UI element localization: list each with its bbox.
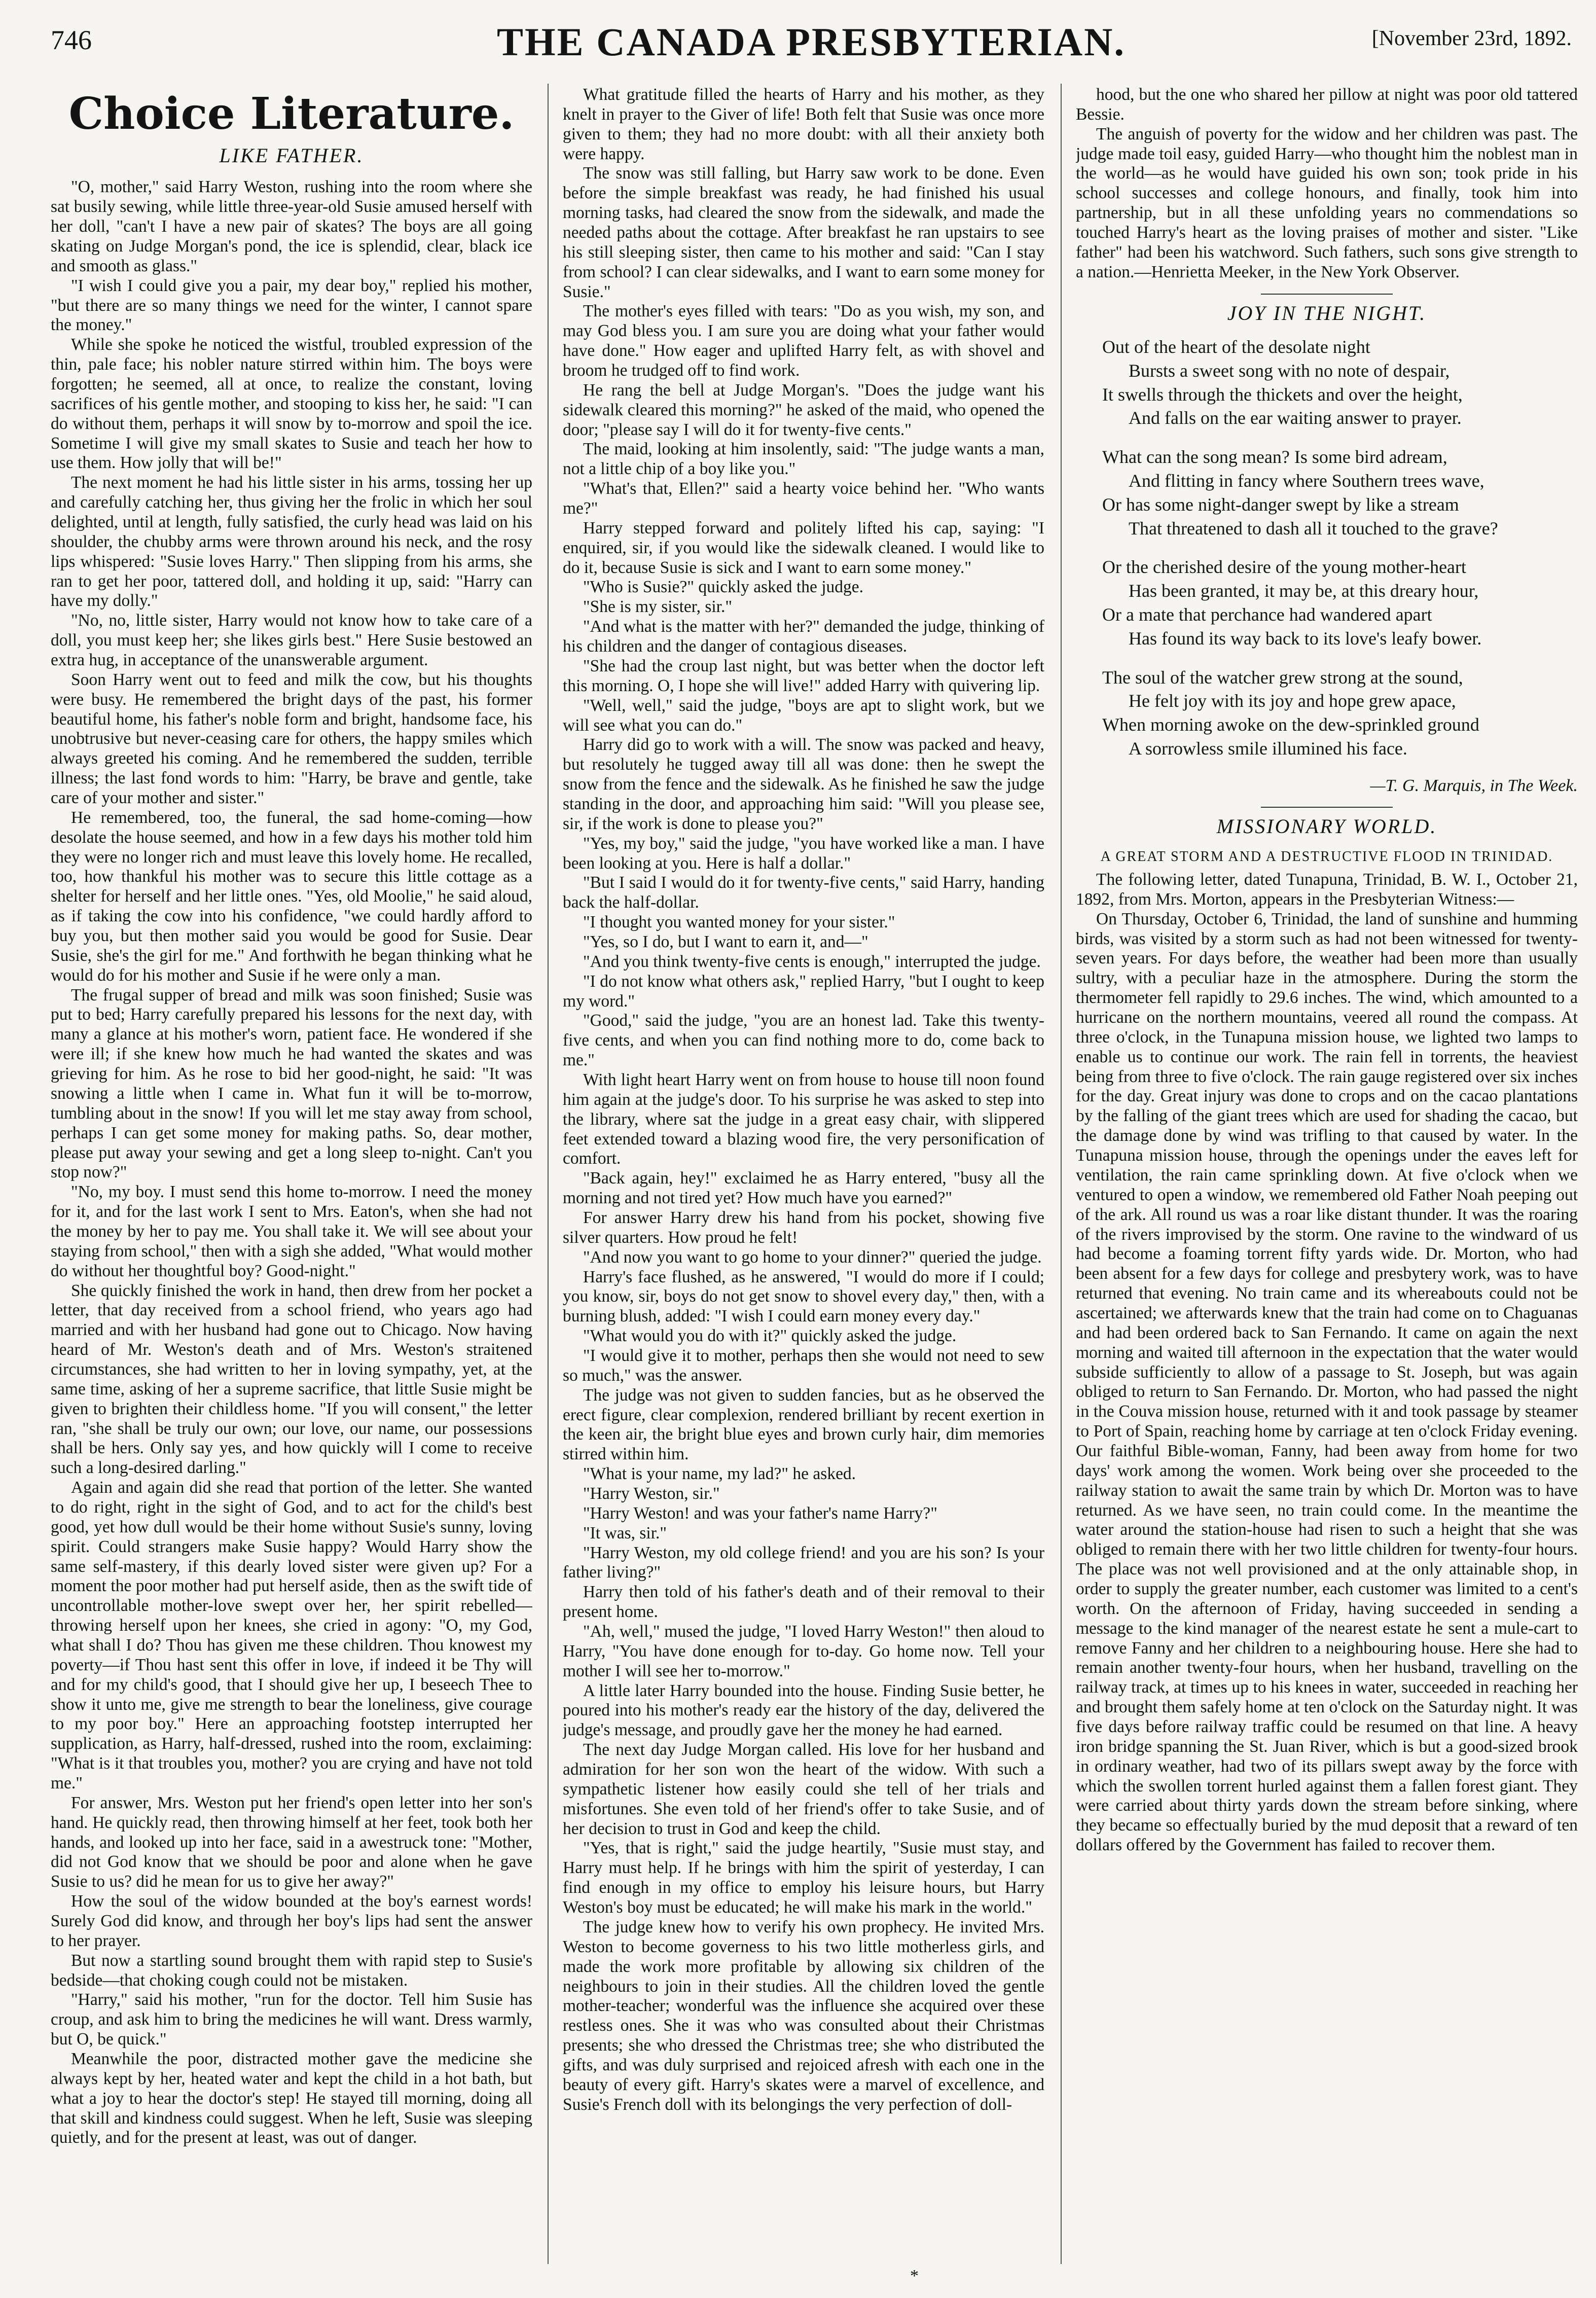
poem-stanza	[1102, 445, 1578, 540]
paragraph: What gratitude filled the hearts of Harry and his mother, as they knelt in prayer to the Giver of life! Both felt that Susie was once more given to them; they had no more doubt: with all their anxiety both were happy.	[563, 85, 1044, 163]
paragraph: But now a startling sound brought them with rapid step to Susie's bedside—that choking cough could not be mistaken.	[51, 1951, 532, 1990]
story-conclusion	[1076, 85, 1578, 282]
paragraph: "No, no, little sister, Harry would not know how to take care of a doll, you must keep her; she likes girls best." Here Susie bestowed an extra hug, in acceptance of the unanswerable argument.	[51, 611, 532, 670]
paragraph: "No, my boy. I must send this home to-morrow. I need the money for it, and for the last work I sent to Mrs. Eaton's, when she had not the money by her to pay me. You shall take it. We will see about your staying from school," then with a sigh she added, "What would mother do without her thoughtful boy? Good-night."	[51, 1182, 532, 1280]
paragraph: "What is your name, my lad?" he asked.	[583, 1464, 856, 1484]
story-body	[51, 177, 532, 2148]
paragraph: The frugal supper of bread and milk was soon finished; Susie was put to bed; Harry carefully prepared his lessons for the next day, with many a glance at his mother's worn, patient face. He wondered if she were ill; if she knew how much he had wanted the skates and was grieving for him. As he rose to bid her good-night, he said: "It was snowing a little when I came in. What fun it will be to-morrow, tumbling about in the snow! If you will let me stay away from school, perhaps I can get some money for making paths. So, dear mother, please put away your sewing and get a long sleep to-night. Can't you stop now?"	[51, 985, 532, 1182]
paragraph: Harry did go to work with a will. The snow was packed and heavy, but resolutely he tugged away till all was done: then he swept the snow from the fence and the sidewalk. As he finished he saw the judge standing in the door, and approaching him said: "Will you please see, sir, if the work is done to please you?"	[563, 735, 1044, 833]
poem	[1102, 335, 1578, 761]
poem-line: Or a mate that perchance had wandered apart	[1102, 604, 1432, 625]
poem-title: JOY IN THE NIGHT.	[1227, 301, 1427, 325]
poem-line: Has been granted, it may be, at this dreary hour,	[1129, 581, 1479, 601]
paragraph: "Who is Susie?" quickly asked the judge.	[583, 578, 864, 597]
poem-stanza	[1102, 666, 1578, 761]
paragraph: The next day Judge Morgan called. His love for her husband and admiration for her son won the heart of the widow. With such a sympathetic listener how easily could she tell of her trials and misfortunes. She even told of her friend's offer to take Susie, and of her decision to trust in God and keep the child.	[563, 1740, 1044, 1838]
paragraph: "Well, well," said the judge, "boys are apt to slight work, but we will see what you can do."	[563, 696, 1044, 735]
poem-line: Or the cherished desire of the young mother-heart	[1102, 557, 1467, 578]
poem-line: It swells through the thickets and over the height,	[1102, 384, 1463, 405]
running-head	[51, 19, 1572, 70]
paragraph: He rang the bell at Judge Morgan's. "Does the judge want his sidewalk cleared this morning?" he asked of the maid, who opened the door; "please say I will do it for twenty-five cents."	[563, 380, 1044, 439]
missionary-article-body	[1076, 870, 1578, 1855]
paragraph: Harry stepped forward and politely lifted his cap, saying: "I enquired, sir, if you would like the sidewalk cleaned. I would like to do it, because Susie is sick and I want to earn some money."	[563, 518, 1044, 577]
poem-line: The soul of the watcher grew strong at the sound,	[1102, 667, 1463, 688]
paragraph: "Harry," said his mother, "run for the doctor. Tell him Susie has croup, and ask him to bring the medicines he will want. Dress warmly, but O, be quick."	[51, 1990, 532, 2049]
paragraph: "She is my sister, sir."	[583, 597, 733, 617]
column-2	[563, 85, 1044, 2255]
column-rule	[1061, 84, 1062, 2264]
paragraph: "Good," said the judge, "you are an honest lad. Take this twenty-five cents, and when you can find nothing more to do, come back to me."	[563, 1011, 1044, 1070]
paragraph: The judge was not given to sudden fancies, but as he observed the erect figure, clear complexion, rendered brilliant by recent exertion in the keen air, the bright blue eyes and brown curly hair, dim memories stirred within him.	[563, 1385, 1044, 1464]
paragraph: "What's that, Ellen?" said a hearty voice behind her. "Who wants me?"	[563, 479, 1044, 518]
paragraph: Harry then told of his father's death and of their removal to their present home.	[563, 1583, 1044, 1622]
paragraph: "But I said I would do it for twenty-five cents," said Harry, handing back the half-dollar.	[563, 873, 1044, 912]
page-number: 746	[51, 25, 92, 55]
paragraph: The snow was still falling, but Harry saw work to be done. Even before the simple breakfast was ready, he had finished his usual morning tasks, had cleared the snow from the sidewalk, and made the needed paths about the cottage. After breakfast he ran upstairs to see his still sleeping sister, then came to his mother and said: "Can I stay from school? I can clear sidewalks, and I want to earn some money for Susie."	[563, 164, 1044, 301]
poem-attribution: —T. G. Marquis, in The Week.	[1370, 776, 1578, 795]
poem-stanza	[1102, 335, 1578, 430]
paragraph: "Harry Weston, my old college friend! and you are his son? Is your father living?"	[563, 1543, 1044, 1582]
story-continuation	[563, 85, 1044, 2115]
column-rule	[548, 84, 549, 2264]
poem-line: What can the song mean? Is some bird adream,	[1102, 447, 1447, 468]
divider	[1261, 294, 1393, 295]
story-title: LIKE FATHER.	[219, 144, 364, 167]
missionary-section-title: MISSIONARY WORLD.	[1216, 815, 1437, 838]
poem-line: Bursts a sweet song with no note of despair,	[1129, 360, 1450, 381]
poem-line: When morning awoke on the dew-sprinkled ground	[1102, 714, 1479, 735]
article-subheading: A GREAT STORM AND A DESTRUCTIVE FLOOD IN TRINIDAD.	[1100, 848, 1553, 865]
paragraph: The mother's eyes filled with tears: "Do as you wish, my son, and may God bless you. I am sure you are doing what your father would have done." How eager and uplifted Harry felt, as with shovel and broom he trudged off to find work.	[563, 302, 1044, 380]
newspaper-title: THE CANADA PRESBYTERIAN.	[496, 20, 1126, 64]
paragraph: "I wish I could give you a pair, my dear boy," replied his mother, "but there are so many things we need for the winter, I cannot spare the money."	[51, 276, 532, 335]
column-3	[1076, 85, 1578, 2255]
paragraph: "I thought you wanted money for your sister."	[583, 913, 895, 932]
poem-line: And falls on the ear waiting answer to prayer.	[1129, 408, 1462, 428]
paragraph: The maid, looking at him insolently, said: "The judge wants a man, not a little chip of a boy like you."	[563, 440, 1044, 479]
paragraph: "Back again, hey!" exclaimed he as Harry entered, "busy all the morning and not tired yet? How much have you earned?"	[563, 1169, 1044, 1208]
paragraph: "Harry Weston! and was your father's name Harry?"	[583, 1503, 937, 1523]
paragraph: Harry's face flushed, as he answered, "I would do more if I could; you know, sir, boys do not get snow to shovel every day," then, with a burning blush, added: "I wish I could earn money every day."	[563, 1267, 1044, 1326]
poem-stanza	[1102, 555, 1578, 650]
paragraph: The judge knew how to verify his own prophecy. He invited Mrs. Weston to become governess to his two little motherless girls, and made the work more profitable by allowing six children of the neighbours to join in their studies. All the children loved the gentle mother-teacher; wonderful was the influence she acquired over these restless ones. She it was who was consulted about their Christmas presents; she who dressed the Christmas tree; she who distributed the gifts, and was duly surprised and rejoiced afresh with each one in the beauty of every gift. Harry's skates were a marvel of excellence, and Susie's French doll with its belongings the very perfection of doll-	[563, 1917, 1044, 2114]
paragraph: The anguish of poverty for the widow and her children was past. The judge made toil easy, guided Harry—who thought him the noblest man in the world—as he would have guided his own son; took pride in his school successes and college honours, and finally, took him into partnership, but in all these unfolding years no commendations so touched Harry's heart as the loving praises of mother and sister. "Like father" had been his watchword. Such fathers, such sons give strength to a nation.—Henrietta Meeker, in the New York Observer.	[1076, 124, 1578, 281]
paragraph: She quickly finished the work in hand, then drew from her pocket a letter, that day received from a school friend, who years ago had married and with her husband had gone out to Chicago. Now having heard of Mr. Weston's death and of Mrs. Weston's straitened circumstances, she had written to her in loving sympathy, yet, at the same time, asking of her a supreme sacrifice, that little Susie might be given to brighten their childless home. "If you will consent," the letter ran, "she shall be truly our own; our love, our name, our possessions shall be hers. Only say yes, and how quickly will I come to receive such a long-desired darling."	[51, 1281, 532, 1478]
paragraph: "And what is the matter with her?" demanded the judge, thinking of his children and the danger of contagious diseases.	[563, 617, 1044, 656]
page-mark: *	[910, 2267, 919, 2285]
paragraph: "Yes, that is right," said the judge heartily, "Susie must stay, and Harry must help. If he brings with him the spirit of yesterday, I can find enough in my office to employ his leisure hours, but Harry Weston's boy must be educated; he will make his mark in the world."	[563, 1839, 1044, 1917]
poem-line: Has found its way back to its love's leafy bower.	[1129, 628, 1482, 649]
paragraph: How the soul of the widow bounded at the boy's earnest words! Surely God did know, and through her boy's lips had sent the answer to her prayer.	[51, 1892, 532, 1950]
paragraph: For answer Harry drew his hand from his pocket, showing five silver quarters. How proud he felt!	[563, 1208, 1044, 1247]
paragraph: "Harry Weston, sir."	[583, 1484, 720, 1503]
paragraph: "Yes, my boy," said the judge, "you have worked like a man. I have been looking at you. Here is half a dollar."	[563, 834, 1044, 873]
paragraph: With light heart Harry went on from house to house till noon found him again at the judge's door. To his surprise he was asked to step into the library, where sat the judge in a great easy chair, with slippered feet extended toward a blazing wood fire, the very personification of comfort.	[563, 1070, 1044, 1168]
poem-line: Or has some night-danger swept by like a stream	[1102, 494, 1459, 515]
paragraph: "I do not know what others ask," replied Harry, "but I ought to keep my word."	[563, 972, 1044, 1011]
paragraph: He remembered, too, the funeral, the sad home-coming—how desolate the house seemed, and how in a few days his mother told him they were no longer rich and must leave this lovely home. He recalled, too, how thankful his mother was to secure this little cottage as a shelter for herself and her little ones. "Yes, old Moolie," he said aloud, as if taking the cow into his confidence, "we could hardly afford to buy you, but then mother said you would be good for Susie. Dear Susie, she's the girl for me." And forthwith he began thinking what he would do for his mother and Susie if he were only a man.	[51, 808, 532, 985]
paragraph: While she spoke he noticed the wistful, troubled expression of the thin, pale face; his nobler nature stirred within him. The boys were forgotten; he seemed, all at once, to realize the constant, loving sacrifices of his gentle mother, and stooping to kiss her, he said: "I can do without them, perhaps it will snow by to-morrow and spoil the ice. Sometime I will give my small skates to Susie and teach her how to use them. How jolly that will be!"	[51, 335, 532, 473]
paragraph: "Yes, so I do, but I want to earn it, and—"	[583, 932, 868, 951]
paragraph: "I would give it to mother, perhaps then she would not need to sew so much," was the answer.	[563, 1346, 1044, 1385]
paragraph: "And now you want to go home to your dinner?" queried the judge.	[583, 1247, 1042, 1267]
column-1	[51, 85, 532, 2245]
issue-date: [November 23rd, 1892.	[1371, 27, 1572, 50]
paragraph: The following letter, dated Tunapuna, Trinidad, B. W. I., October 21, 1892, from Mrs. Morton, appears in the Presbyterian Witness:—	[1076, 870, 1578, 909]
poem-line: That threatened to dash all it touched to the grave?	[1129, 518, 1498, 538]
section-title: Choice Literature.	[68, 88, 515, 139]
paragraph: "O, mother," said Harry Weston, rushing into the room where she sat busily sewing, while little three-year-old Susie amused herself with her doll, "can't I have a new pair of skates? The boys are all going skating on Judge Morgan's pond, the ice is splendid, clear, black ice and smooth as glass."	[51, 177, 532, 275]
paragraph: "It was, sir."	[583, 1523, 667, 1542]
paragraph: "Ah, well," mused the judge, "I loved Harry Weston!" then aloud to Harry, "You have done enough for to-day. Go home now. Tell your mother I will see her to-morrow."	[563, 1622, 1044, 1680]
poem-line: He felt joy with its joy and hope grew apace,	[1129, 691, 1456, 711]
paragraph: A little later Harry bounded into the house. Finding Susie better, he poured into his mother's ready ear the history of the day, delivered the judge's message, and proudly gave her the money he had earned.	[563, 1681, 1044, 1740]
paragraph: Meanwhile the poor, distracted mother gave the medicine she always kept by her, heated water and kept the child in a hot bath, but what a joy to hear the doctor's step! He stayed till morning, doing all that skill and kindness could suggest. When he left, Susie was sleeping quietly, and for the present at least, was out of danger.	[51, 2050, 532, 2147]
divider	[1261, 807, 1393, 808]
poem-line: A sorrowless smile illumined his face.	[1129, 738, 1407, 759]
paragraph: On Thursday, October 6, Trinidad, the land of sunshine and humming birds, was visited by a storm such as had not been witnessed for twenty-seven years. For days before, the weather had been more than usually sultry, with a peculiar haze in the atmosphere. During the storm the thermometer fell rapidly to 29.6 inches. The wind, which amounted to a hurricane on the northern mountains, veered all round the compass. At three o'clock, in the Tunapuna mission house, we lighted two lamps to enable us to continue our work. The rain fell in torrents, the heaviest being from three to five o'clock. The rain gauge registered over six inches for the day. Great injury was done to crops and on the cacao plantations by the falling of the giant trees which are used for shading the cacao, but the damage done by wind was trifling to that caused by water. In the Tunapuna mission house, through the openings under the eaves left for ventilation, the rain came sprinkling down. At five o'clock when we ventured to open a window, we remembered old Father Noah peeping out of the ark. All round us was a roar like distant thunder. It was the roaring of the rivers improvised by the storm. One ravine to the windward of us had become a foaming torrent fifty yards wide. Dr. Morton, who had been absent for a few days for college and presbytery work, was to have returned that evening. No train came and its whereabouts could not be ascertained; we afterwards knew that the train had come on to Chaguanas and had been ordered back to San Fernando. It came on again the next morning and waited till afternoon in the expectation that the water would subside sufficiently to allow of a passage to St. Joseph, but was again obliged to return to San Fernando. Dr. Morton, who had passed the night in the Couva mission house, returned with it and took passage by steamer to Port of Spain, reaching home by carriage at ten o'clock Friday evening. Our faithful Bible-woman, Fanny, had been away from home for two days' work among the women. Work being over she proceeded to the railway station to await the same train by which Dr. Morton was to have returned. As we have seen, no train could come. In the meantime the water around the station-house had risen to such a height that she was obliged to remain there with her two little children for twenty-four hours. The place was not well provisioned and at the only attainable shop, in order to supply the greater number, each customer was limited to a cent's worth. On the afternoon of Friday, having succeeded in sending a message to the kind manager of the nearest estate he sent a mule-cart to remove Fanny and her children to a neighbouring house. Here she had to remain another twenty-four hours, when her husband, travelling on the railway track, at times up to his knees in water, succeeded in reaching her and brought them safely home at ten o'clock on the Saturday night. It was five days before railway traffic could be resumed on that line. A heavy iron bridge spanning the St. Juan River, which is but a good-sized brook in ordinary weather, had two of its pillars swept away by the force with which the swollen torrent hurled against them a fallen forest giant. They were carried about thirty yards down the stream before sinking, where they became so effectually buried by the mud deposit that a reward of ten dollars offered by the Government has failed to recover them.	[1076, 909, 1578, 1855]
paragraph: The next moment he had his little sister in his arms, tossing her up and carefully catching her, thus giving her the frolic in which her soul delighted, until at length, fully satisfied, the curly head was laid on his shoulder, the chubby arms were thrown around his neck, and the rosy lips whispered: "Susie loves Harry." Then slipping from his arms, she ran to get her poor, tattered doll, and holding it up, said: "Harry can have my dolly."	[51, 473, 532, 611]
paragraph: For answer, Mrs. Weston put her friend's open letter into her son's hand. He quickly read, then throwing himself at her feet, took both her hands, and looked up into her face, said in a awestruck tone: "Mother, did not God know that we should be poor and alone when he gave Susie to us? did he mean for us to give her away?"	[51, 1793, 532, 1891]
paragraph: "And you think twenty-five cents is enough," interrupted the judge.	[583, 952, 1041, 971]
paragraph: Soon Harry went out to feed and milk the cow, but his thoughts were busy. He remembered the bright days of the past, his former beautiful home, his father's noble form and bright, handsome face, his unobtrusive but never-ceasing care for others, the happy smiles which always greeted his coming. And he remembered the sudden, terrible illness; the last fond words to him: "Harry, be brave and gentle, take care of your mother and sister."	[51, 670, 532, 808]
paragraph: "She had the croup last night, but was better when the doctor left this morning. O, I hope she will live!" added Harry with quivering lip.	[563, 656, 1044, 695]
paragraph: hood, but the one who shared her pillow at night was poor old tattered Bessie.	[1076, 85, 1578, 124]
paragraph: Again and again did she read that portion of the letter. She wanted to do right, right in the sight of God, and to act for the child's best good, yet how dull would be their home without Susie's sunny, loving spirit. Could strangers make Susie happy? Would Harry show the same self-mastery, if this dearly loved sister were given up? For a moment the poor mother had put herself aside, then as the swift tide of uncontrollable mother-love swept over her, her spirit rebelled—throwing herself upon her knees, she cried in agony: "O, my God, what shall I do? Thou has given me these children. Thou knowest my poverty—if Thou hast sent this offer in love, if indeed it be Thy will and for my child's good, that I should give her up, I beseech Thee to show it unto me, give me strength to bear the loneliness, give courage to my poor boy." Here an approaching footstep interrupted her supplication, as Harry, half-dressed, rushed into the room, exclaiming: "What is it that troubles you, mother? you are crying and have not told me."	[51, 1478, 532, 1792]
poem-line: Out of the heart of the desolate night	[1102, 336, 1370, 357]
poem-line: And flitting in fancy where Southern trees wave,	[1129, 470, 1484, 491]
paragraph: "What would you do with it?" quickly asked the judge.	[583, 1326, 957, 1346]
